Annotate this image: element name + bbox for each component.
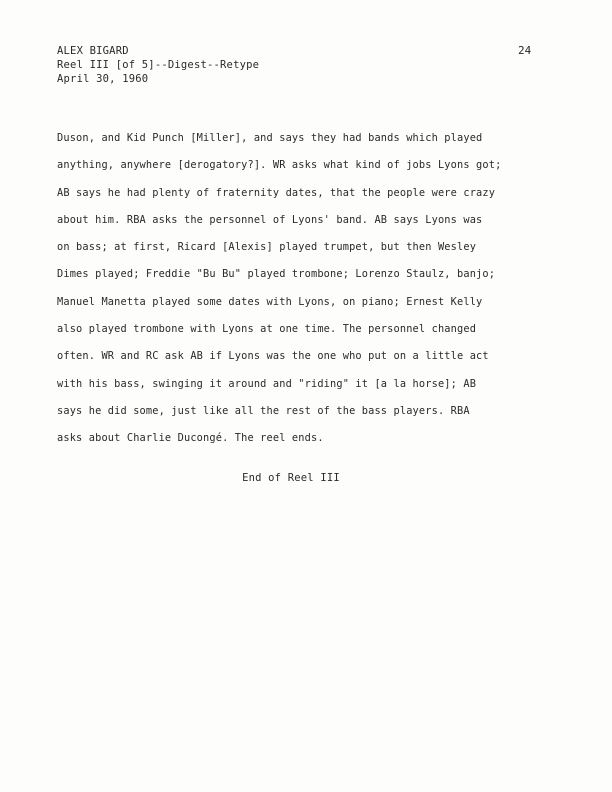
body-line: asks about Charlie Ducongé. The reel ends. xyxy=(57,432,324,445)
page-number: 24 xyxy=(518,44,532,57)
body-line: with his bass, swinging it around and "riding" it [a la horse]; AB xyxy=(57,377,477,390)
header-reel: Reel III [of 5]--Digest--Retype xyxy=(57,59,260,71)
body-line: often. WR and RC ask AB if Lyons was the one who put on a little act xyxy=(57,350,489,363)
body-line: Duson, and Kid Punch [Miller], and says they had bands which played xyxy=(57,132,483,144)
header-date: April 30, 1960 xyxy=(57,73,149,85)
header-name: ALEX BIGARD xyxy=(57,45,129,57)
body-line: anything, anywhere [derogatory?]. WR asks what kind of jobs Lyons got; xyxy=(57,159,502,172)
body-line: AB says he had plenty of fraternity dates, that the people were crazy xyxy=(57,186,496,199)
document-header xyxy=(57,44,259,86)
body-line: on bass; at first, Ricard [Alexis] played trumpet, but then Wesley xyxy=(57,241,477,254)
end-of-reel-note: End of Reel III xyxy=(242,472,340,484)
body-line: also played trombone with Lyons at one time. The personnel changed xyxy=(57,323,477,336)
body-line: Manuel Manetta played some dates with Lyons, on piano; Ernest Kelly xyxy=(57,295,483,308)
body-paragraph xyxy=(57,125,557,453)
body-line: about him. RBA asks the personnel of Lyons' band. AB says Lyons was xyxy=(57,213,483,226)
body-line: Dimes played; Freddie "Bu Bu" played trombone; Lorenzo Staulz, banjo; xyxy=(57,268,496,281)
body-line: says he did some, just like all the rest of the bass players. RBA xyxy=(57,404,470,417)
